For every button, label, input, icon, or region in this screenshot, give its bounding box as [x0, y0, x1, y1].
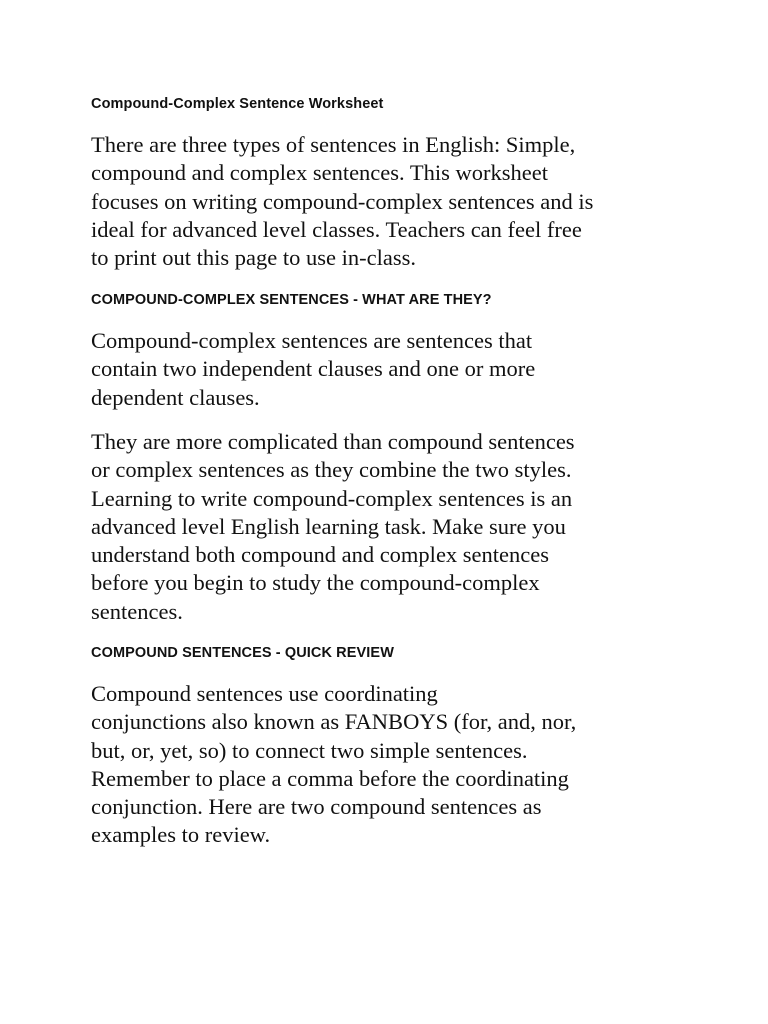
complexity-line: sentences.	[91, 598, 183, 624]
document-title: Compound-Complex Sentence Worksheet	[91, 96, 384, 112]
compound-review-paragraph	[91, 680, 691, 850]
compound-review-line: conjunctions also known as FANBOYS (for, and, nor,	[91, 709, 577, 735]
compound-review-line: conjunction. Here are two compound sentences as	[91, 794, 542, 820]
compound-review-line: Compound sentences use coordinating	[91, 681, 438, 706]
complexity-line: understand both compound and complex sentences	[91, 542, 550, 568]
complexity-line: before you begin to study the compound-complex	[91, 570, 540, 596]
definition-line: dependent clauses.	[91, 384, 260, 410]
intro-line: There are three types of sentences in English: Simple,	[91, 132, 576, 157]
intro-line: ideal for advanced level classes. Teachers can feel free	[91, 216, 582, 242]
section-heading-what-are-they: COMPOUND-COMPLEX SENTENCES - WHAT ARE THEY?	[91, 292, 492, 308]
compound-review-line: Remember to place a comma before the coordinating	[91, 765, 569, 791]
intro-paragraph	[91, 131, 691, 272]
complexity-paragraph	[91, 428, 691, 626]
intro-line: to print out this page to use in-class.	[91, 245, 416, 271]
definition-line: contain two independent clauses and one or more	[91, 356, 536, 382]
definition-line: Compound-complex sentences are sentences that	[91, 328, 533, 353]
compound-review-line: examples to review.	[91, 822, 271, 848]
complexity-line: advanced level English learning task. Make sure you	[91, 513, 566, 539]
intro-line: compound and complex sentences. This worksheet	[91, 160, 548, 186]
section-heading-quick-review: COMPOUND SENTENCES - QUICK REVIEW	[91, 645, 394, 661]
compound-review-line: but, or, yet, so) to connect two simple sentences.	[91, 737, 528, 763]
complexity-line: They are more complicated than compound sentences	[91, 429, 575, 454]
intro-line: focuses on writing compound-complex sentences and is	[91, 188, 594, 214]
definition-paragraph	[91, 327, 691, 412]
complexity-line: Learning to write compound-complex sentences is an	[91, 485, 573, 511]
complexity-line: or complex sentences as they combine the two styles.	[91, 457, 572, 483]
